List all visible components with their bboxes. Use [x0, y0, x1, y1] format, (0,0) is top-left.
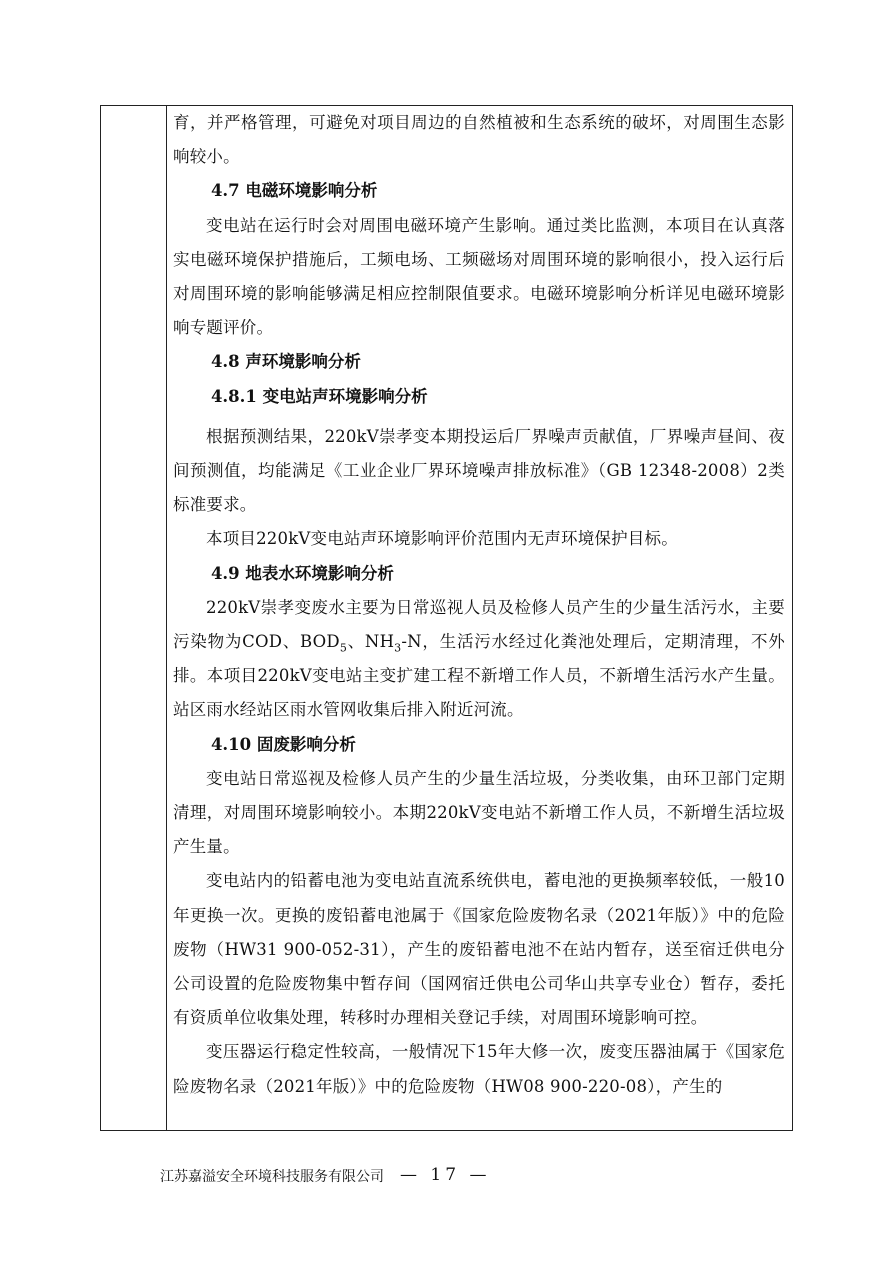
heading-4-9: 4.9 地表水环境影响分析 [210, 563, 394, 583]
content-table [100, 105, 793, 1131]
paragraph-surface-water [173, 591, 785, 728]
water-text-a: 220kV崇孝变废水主要为日常巡视人员及检修人员产生的少量生活污水，主要污染物为COD、BOD [173, 597, 785, 652]
paragraph-ecology-end: 育，并严格管理，可避免对项目周边的自然植被和生态系统的破坏，对周围生态影响较小。 [173, 113, 785, 167]
heading-4-7: 4.7 电磁环境影响分析 [210, 181, 378, 201]
water-text-c: -N，生活污水经过化粪池处理后，定期清理，不外排。本项目220kV变电站主变扩建工程不新增工作人员，不新增生活污水产生量。站区雨水经站区雨水管网收集后排入附近河流。 [173, 632, 785, 720]
paragraph-domestic-waste: 变电站日常巡视及检修人员产生的少量生活垃圾，分类收集，由环卫部门定期清理，对周围环境影响较小。本期220kV变电站不新增工作人员，不新增生活垃圾产生量。 [173, 768, 785, 857]
heading-4-8: 4.8 声环境影响分析 [210, 352, 361, 372]
page-footer [0, 1165, 892, 1189]
water-text-b: 、NH [347, 632, 395, 652]
table-label-column [101, 106, 167, 1130]
bod-subscript: 5 [339, 641, 348, 655]
heading-4-10: 4.10 固废影响分析 [210, 734, 356, 754]
page-number: — 17 — [400, 1165, 491, 1185]
heading-4-8-1: 4.8.1 变电站声环境影响分析 [210, 386, 428, 406]
paragraph-noise-prediction: 根据预测结果，220kV崇孝变本期投运后厂界噪声贡献值，厂界噪声昼间、夜间预测值，均能满足《工业企业厂界环境噪声排放标准》（GB 12348-2008）2类标准要求。 [173, 426, 785, 515]
nh3-subscript: 3 [394, 641, 402, 655]
paragraph-electromagnetic: 变电站在运行时会对周围电磁环境产生影响。通过类比监测，本项目在认真落实电磁环境保护措施后，工频电场、工频磁场对周围环境的影响很小，投入运行后对周围环境的影响能够满足相应控制限值要求。电磁环境影响分析详见电磁环境影响专题评价。 [173, 215, 785, 338]
table-content-cell [173, 106, 785, 1104]
company-name: 江苏嘉溢安全环境科技服务有限公司 [160, 1169, 384, 1185]
paragraph-noise-target: 本项目220kV变电站声环境影响评价范围内无声环境保护目标。 [206, 529, 678, 549]
paragraph-lead-battery: 变电站内的铅蓄电池为变电站直流系统供电，蓄电池的更换频率较低，一般10年更换一次。更换的废铅蓄电池属于《国家危险废物名录（2021年版）》中的危险废物（HW31 900-052-31），产生的废铅蓄电池不在站内暂存，送至宿迁供电分公司设置的危险废物集中暂存间（国网宿迁供电公司华山共享专业仓）暂存，委托有资质单位收集处理，转移时办理相关登记手续，对周围环境影响可控。 [173, 871, 785, 1028]
paragraph-transformer-oil: 变压器运行稳定性较高，一般情况下15年大修一次，废变压器油属于《国家危险废物名录（2021年版）》中的危险废物（HW08 900-220-08），产生的 [173, 1042, 785, 1096]
